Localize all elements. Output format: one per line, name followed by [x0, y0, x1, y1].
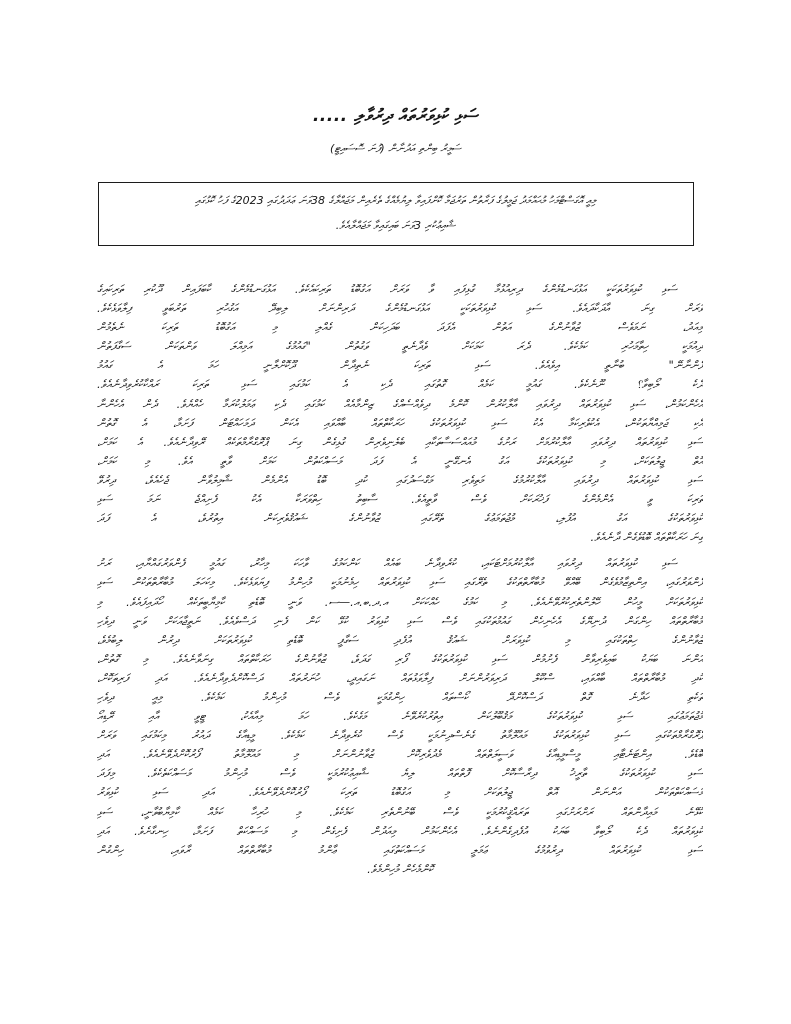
text-line: ސަޅި ކުޅިވަރުތައް ދިރުވުމުގެ ޢަމަލީ މަސައްކަތުގައި ޢާންމު މުބާރާތްތައް ރާވައި، ހިންގުން — [97, 842, 703, 857]
text-line: ދެކެ ލޯބިވާ؟ ނޫނެކެވެ. ގައުމީ ކަމެއް ގޮތުގައި ދެކި އެ ކަމުގައި ސަޅި ތަރިކަ ރައްކާކުރެވިދާނެއެވެ. — [97, 377, 703, 392]
text-line: ސަޅި ކުޅިވަރުތައް ދިރުވައި އާލާކުރުމަށް ރަށުގެ މުއައްސަސާތަކާއި ބެލެނިވެރިން ގުޅިގެން ގިނަ ޕްރޮގްރާމްތަކެއް ރޭވިދާނެއެވެ. އެ ކަމަށް، — [97, 434, 703, 449]
text-line: ކުޅިވަރުތައް ދެކެ ލޯބިވާ ބަޔަކު އުފެދިގެންނެވެ. އެހެންކަމުން މިއަދުން ފެށިގެން މި މަސައްކަތް ފަށަމާ، ހިނގާށެވެ. އަދި — [97, 823, 703, 838]
text-line: ސަޅި ކުޅިވަރުތަކަކީ އަޅުގަނޑުމެންގެ ދިރިއުޅުމާ ގުޅިފައި ވާ ވަރަށް އަގުބޮޑު ތަރިކައެކެވެ. އަޅުގަނޑުމެންގެ ކާބަފައިން ދޫކުރި ތަރިކައިގެ — [97, 282, 677, 296]
text-line: ކުޅިވަރުތަކުގެ އަގު އުފުލި، މުޖުތަމަޢުގެ ތެރޭގައި ޒުވާނުންގެ ޝައުޤުވެރިކަން އިތުރުވެ، އެ ފަދަ — [97, 511, 703, 526]
text-line: އަންނަ ބަޔަކު ބައިވެރިވާން ފެށުމުން ސަޅި ކުޅިވަރުތަކުގެ ފޯރި ގަދަވެ، ޒުވާނުންގެ ހަރަކާތްތައް ގިނަވާނެއެވެ. މި ގޮތުން، — [97, 651, 703, 666]
intro-note-line-1: މިއީ އޮގަސްޓްމަހު މުޙައްމަދު ޖަމީލުގެ ފަރާތުން ތަރުޖަމާ ކޮށްފައިވާ ލިޔުމެއްގެ ތެރެއިން މަޖައްލާގެ 38ވަނަ ޢަދަދުގައި 2023ގެ ފަހު ކޮޅުގައި — [194, 194, 597, 207]
document-byline: ސަމީރު ބިންތި އަދުނާން (ފުނަ ސޮސައިޓީ) — [330, 142, 461, 155]
text-line: އެހެންކަމުން، ސަޅި ކުޅިވަރުތައް ދިރުވައި އާލާކުރުން ކޮންމެ ދިވެއްސެއްގެ ޒިންމާއެއް ކަމުގައި ދެކި ޢަމަލުކުރަމާ ހެއްޔެވެ. ދެން އެހެންނާ — [97, 396, 703, 411]
body-paragraph-1 — [97, 280, 703, 547]
text-line: ފެންވަރުގައި، އިންތިޒާމުވެގެން ބޭއްވޭ މުބާރާތްތަކުގެ ތެރޭގައި ސަޅި ކުޅިވަރުތައް ހިމެނުމަކީ މުހިންމު ފިޔަވަޅެކެވެ. މިކަހަލަ މުބާރާތްތަކުން ސަޅި — [97, 575, 703, 590]
document-body — [97, 280, 703, 879]
text-line: ސަޅި ކުޅިވަރުތަކުގެ ތާރީޚު ދިރާސާކޮށް ފޮތްތައް ލިޔެ ޝާއިޢުކުރުމަކީ ވެސް މުހިންމު މަސައްކަތެކެވެ. މިފަދަ — [97, 766, 703, 781]
text-line: ކޮންމެހެން މުހިންމެވެ. — [367, 861, 433, 876]
text-line: ބޮޑެވެ. އިންޓަނެޓާއި މީސްމީޑިއާގެ ވަސީލަތްތައް މެދުވެރިކޮށް ޒުވާނުންނަށް މި މައުލޫމާތު ފޯރުކޮށްދެވޭނެއެވެ. އަދި — [97, 747, 703, 762]
text-line: މަސައްކަތްތަކުން އަންނަން އޮތް ޖީލުތަކަށް މި އަގުބޮޑު ތަރިކަ ފޯރުކޮށްދެވޭނެއެވެ. އަދި ސަޅި ކުޅިވަރު — [97, 785, 703, 800]
text-line: ޒުވާނުންގެ ހިތްތަކުގައި މި ކުޅިވަރަށް ޝައުޤު އުފެދި ސަގާފީ ބޮޑެތި ކުޅިވަރުތަކަށް ދިރުން ލިބުމެވެ، — [97, 632, 703, 647]
text-line: ވަރަށް ގިނަ އާދަކާދައެވެ. ސަޅި ކުޅިވަރުތަކަކީ އަޅުގަނޑުމެންގެ ދަރިންނަށް ލިބިދޭ އަގުހުރި ތަރުބަވީ ފިލާވަޅެކެވެ. — [97, 301, 703, 316]
text-line: ގިނަ ހަރަކާތްތައް ބޮޑުވެގެން ދާނެއެވެ. — [590, 530, 703, 545]
text-line: ކުދި މުބާރާތްތައް ބާއްވައި، ސްކޫލް ދަރިވަރުންނަށް ފިލާވަޅުތައް ނަގައިދީ، ހުނަރުތައް ދަސްކޮށްދެވިދާނެއެވެ. އަދި ފަރިތަކޮށް، — [97, 670, 703, 685]
text-line: މުބާރާތްތައް ހިންގަން ދުނިޔޭގެ އެހެނިހެން ގައުމުތަކުގައި ވެސް ސަޅި ކުޅިވަރު ކުޅޭ ކަން ފެނި ދަސްވެއެވެ. ނަތީޖާއަކަށް ވަނީ ދިވެހި — [97, 613, 703, 628]
intro-note-line-2: ޝާއިޢުކުރި 3ވަނަ ބައިގައިވާ މަޖައްލާއެވެ. — [335, 219, 456, 232]
text-line: ޕްރޮގްރާމްތަކުގައި ސަޅި ކުޅިވަރުތަކުގެ މައުލޫމާތު ގެނެސްދިނުމަކީ ވެސް ކުރެވިދާނެ ކަމެކެވެ. މީޑިއާގެ ދައުރު މިކަމުގައި ވަރަށް — [97, 728, 703, 743]
text-line: ސަޅި ކުޅިވަރުތައް ދިރުވައި އާލާކުރުމަށްޓަކައި، ކުރެވިދާނެ ބައެއް ކަންކަމުގެ ވާހަކަ މިހާރު، ގައުމީ ފެންވަރުގައްޔާއި، ރަށު — [97, 556, 677, 571]
text-line: ތަކެތި ހަދާނެ ގޮތް ދަސްކޮށްދޭ ކޯސްތައް ހިންގުމަކީ ވެސް މުހިންމު ކަމެކެވެ. މިއީ ދިވެހި — [97, 689, 703, 704]
text-line: ކުޅިވަރުތަކަށް މީހުން ހޭލުންތެރިކުރުވޭނެއެވެ. މި ކަމުގެ ހެއްކަކަށް އ.ދ.ބ.އ.—ސ. ވަނީ ބޮޑެތި ކާމިޔާބީތަކެއް ހޯދައިފައެވެ. މި — [97, 594, 703, 609]
intro-note-box — [98, 182, 694, 246]
body-paragraph-2 — [97, 554, 703, 879]
text-line: އޮތް ޖީލުތަކަށް، މި ކުޅިވަރުތަކުގެ އަގު އެނގޭނީ އެ ފަދަ މަސައްކަތުން ކަމަށް ވާތީ އެވެ. މި ކަމަށް، — [97, 453, 703, 468]
text-line: ސަޅި ކުޅިވަރުތައް ދިރުވައި އާލާކުރުމުގެ މަތިވެރި މަގްސަދުގައި ކުދި ބޮޑު އެންމެން ޝާމިލުވާން ޖެހެއެވެ، ދިރުވޭ — [97, 472, 703, 487]
text-line: މުޖުތަމަޢުގައި ސަޅި ކުޅިވަރުތަކުގެ މަޤުބޫލުކަން އިތުރުކުރެވޭނެ މަގެކެވެ. ހަމަ މިއާއެކު، ޓީވީ އާއި ރޭޑިއޯ — [97, 709, 703, 724]
text-line: ކުޅޭނެ މައިދާންތައް ރަށްރަށުގައި ތަރައްޤީކުރުމަކީ ވެސް ބޭނުންތެރި ކަމެކެވެ. މި ހުރިހާ ކަމެއް ކާމިޔާބުވާނީ، ސަޅި — [97, 804, 703, 819]
text-line: ދިއުމަކީ ހިތާމަހުރި ކަމެކެވެ. ދެރަ ކަމަކަށް ވެދާނެތީ ވަގުތުން "ގައުމުގެ އަމިއްލަ ވަންތަކަން ސަގާފަތުން — [97, 339, 703, 354]
text-line: ތަރިކަ ވީ އެންމެންގެ ފަޚުރަކަށް ވެސް ވާތީއެވެ. ސާބިތު ހިތްވަރަކާ އެކު ފެށިއްޖެ ނަމަ ސަޅި — [97, 492, 703, 507]
text-line: އެކި ޖަމިއްޔާތަކުން، އެކުވެރިކަމާ އެކު ސަޅި ކުޅިވަރުތަކުގެ ހަރަކާތްތައް ބާއްވައި އެކަން ދަމަހައްޓަން ފަށަމާ، އެ ގޮތުން — [97, 415, 703, 430]
document-title: ސަޅި ކުޅިވަރުތައް ދިރުވާލި ..... — [312, 106, 479, 126]
text-line: މިއަދު، ނަމަވެސް ޒުވާނުންގެ އަތުން އެފަދަ ބަދަހިކަން ގެއްލި މި އަގުބޮޑު ތަރިކަ ނެތެމުން — [97, 320, 703, 335]
text-line: ފެންނާނޭ" ބުނާތީ އިވެއެވެ. ސަޅި ތަރިކަ ނެތިދާން ދޫކޮށްލާނީ ހަމަ އެ ގައުމު — [97, 358, 703, 373]
